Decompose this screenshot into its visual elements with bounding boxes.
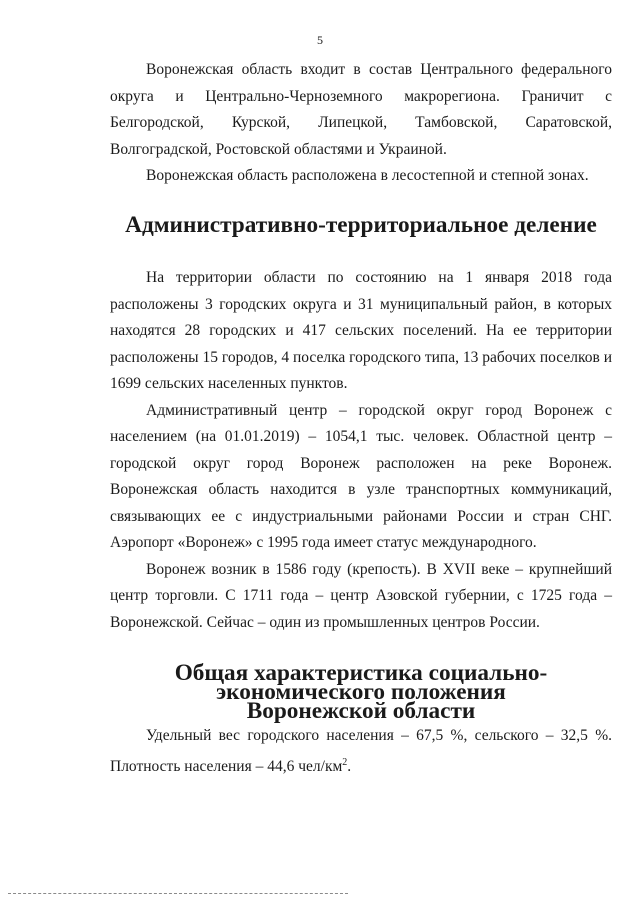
admin-paragraph-3: Воронеж возник в 1586 году (крепость). В XVII веке – крупнейший центр торговли. С 1711 года – центр Азовской губернии, с 1725 года – Воронежской. Сейчас – один из промышленных центров России.	[110, 560, 612, 631]
general-section-body	[110, 723, 612, 780]
section-heading-general-line-2: Воронежской области	[246, 698, 476, 724]
page-number: 5	[317, 33, 323, 47]
admin-section-body	[110, 265, 612, 636]
intro-paragraph-2: Воронежская область расположена в лесостепной и степной зонах.	[146, 167, 589, 184]
intro-paragraph-1: Воронежская область входит в состав Центрального федерального округа и Центрально-Черноземного макрорегиона. Граничит с Белгородской, Курской, Липецкой, Тамбовской, Саратовской, Волгоградской, Ростовской областями и Украиной.	[110, 61, 612, 158]
section-heading-general-line-1: Общая характеристика социально-экономического положения	[174, 660, 548, 705]
admin-paragraph-2: Административный центр – городской округ город Воронеж с населением (на 01.01.2019) – 1054,1 тыс. человек. Областной центр – городской округ город Воронеж расположен на реке Воронеж. Воронежская область находится в узле транспортных коммуникаций, связывающих ее с индустриальными районами России и стран СНГ. Аэропорт «Воронеж» с 1995 года имеет статус международного.	[110, 401, 612, 551]
admin-paragraph-1: На территории области по состоянию на 1 января 2018 года расположены 3 городских округа и 31 муниципальный район, в которых находятся 28 городских и 417 сельских поселений. На ее территории расположены 15 городов, 4 поселка городского типа, 13 рабочих поселков и 1699 сельских населенных пунктов.	[110, 269, 612, 392]
footer-rule	[8, 893, 348, 894]
general-paragraph-1	[110, 723, 612, 780]
general-paragraph-1-text: Удельный вес городского населения – 67,5 %, сельского – 32,5 %. Плотность населения – 44,6 чел/км	[110, 727, 612, 775]
section-heading-admin: Административно-территориальное деление	[125, 212, 597, 238]
general-paragraph-1-superscript: 2	[342, 756, 348, 768]
section-heading-general	[110, 660, 612, 724]
general-paragraph-1-end: .	[347, 757, 352, 775]
intro-section	[110, 57, 612, 190]
